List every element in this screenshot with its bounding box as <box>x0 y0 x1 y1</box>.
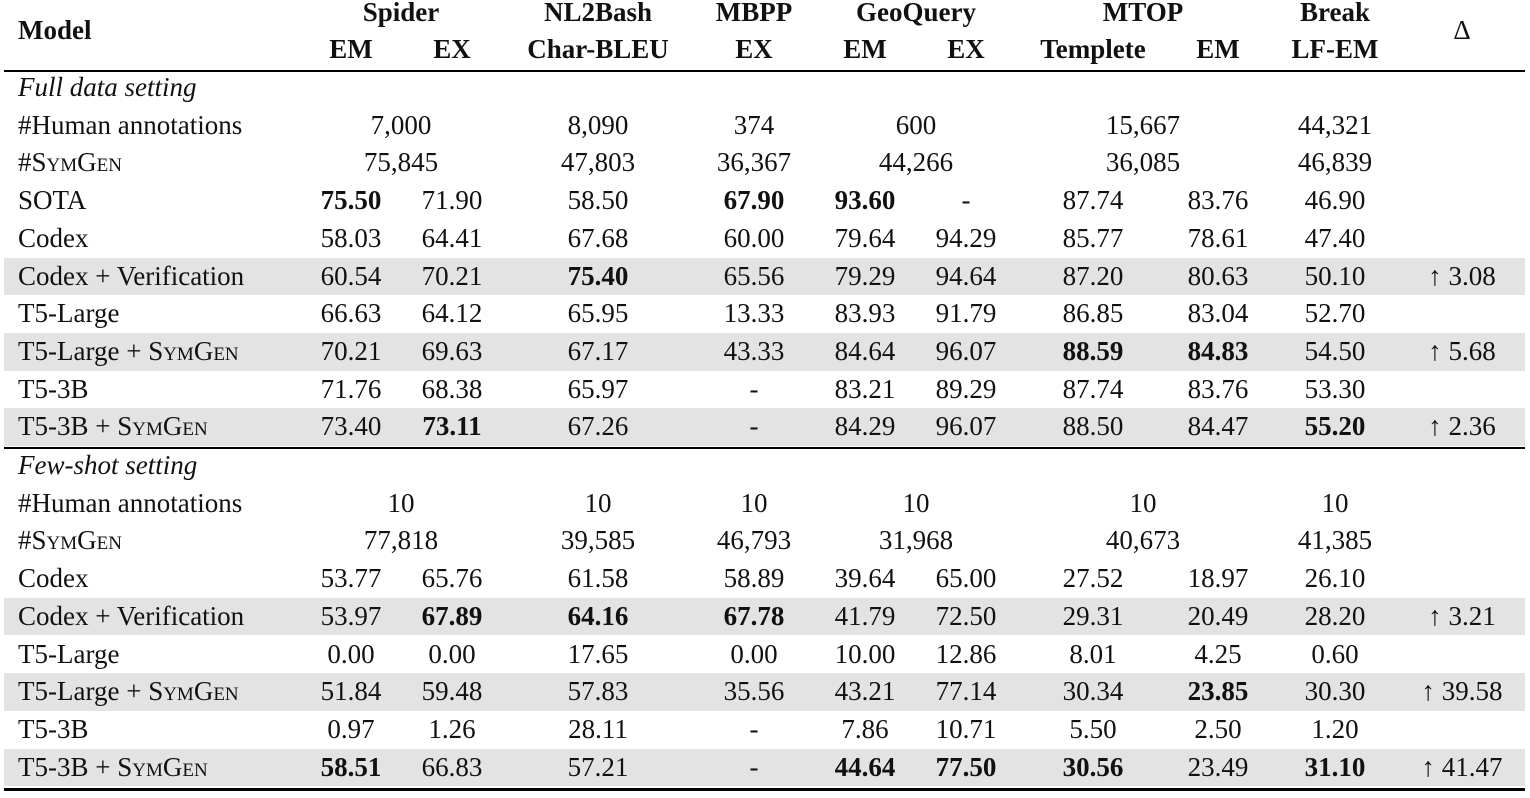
model-symgen: SymGen <box>148 335 239 366</box>
score-cell: 65.95 <box>567 298 629 329</box>
score-cell: 57.83 <box>567 676 629 707</box>
count-break: 41,385 <box>1297 525 1373 556</box>
count-geoquery: 600 <box>895 109 937 140</box>
score-cell: 10.00 <box>834 638 896 669</box>
score-cell: 86.85 <box>1062 298 1124 329</box>
table-row <box>0 220 1530 258</box>
score-cell: 58.03 <box>320 222 382 253</box>
row-label <box>18 144 122 182</box>
score-cell: 87.74 <box>1062 373 1124 404</box>
count-spider: 75,845 <box>363 147 439 178</box>
score-cell: 67.68 <box>567 222 629 253</box>
count-geoquery: 10 <box>902 487 930 518</box>
count-mtop: 10 <box>1129 487 1157 518</box>
score-cell: 29.31 <box>1062 600 1124 631</box>
header-group-break: Break <box>1299 0 1371 27</box>
score-cell: 65.76 <box>421 563 483 594</box>
score-cell: 50.10 <box>1304 260 1366 291</box>
header-metric-geoquery-em: EM <box>843 34 887 64</box>
score-cell: 94.29 <box>935 222 997 253</box>
score-cell: 43.33 <box>723 335 785 366</box>
score-cell: 64.41 <box>421 222 483 253</box>
header-metric-nl2bash-charbleu: Char-BLEU <box>527 34 669 64</box>
score-cell: 84.29 <box>834 411 896 442</box>
table-row <box>4 258 1525 296</box>
header-rule <box>4 70 1525 72</box>
score-cell: 67.17 <box>567 335 629 366</box>
model-symgen: SymGen <box>117 411 208 442</box>
score-cell: 57.21 <box>567 751 629 782</box>
label-symgen: SymGen <box>31 147 122 178</box>
score-cell: 1.26 <box>428 713 476 744</box>
score-cell: 83.76 <box>1187 373 1249 404</box>
row-label <box>18 522 122 560</box>
score-cell: 20.49 <box>1187 600 1249 631</box>
header-group-mtop: MTOP <box>1102 0 1184 27</box>
score-cell: 2.50 <box>1194 713 1242 744</box>
score-cell: 1.20 <box>1311 713 1359 744</box>
header-group-geoquery: GeoQuery <box>856 0 976 27</box>
count-spider: 7,000 <box>370 109 432 140</box>
row-label: #Human annotations <box>18 109 243 140</box>
count-row <box>0 522 1530 560</box>
score-cell: 77.14 <box>935 676 997 707</box>
score-cell: 69.63 <box>421 335 483 366</box>
score-cell: 61.58 <box>567 563 629 594</box>
score-cell: 73.11 <box>422 411 482 442</box>
model-name: T5-Large <box>18 638 120 669</box>
table-row <box>0 636 1530 674</box>
score-cell: 55.20 <box>1304 411 1366 442</box>
header-metric-spider-em: EM <box>329 34 373 64</box>
model-name <box>18 333 239 371</box>
count-mbpp: 46,793 <box>716 525 792 556</box>
score-cell: 91.79 <box>935 298 997 329</box>
count-geoquery: 31,968 <box>878 525 954 556</box>
score-cell: 87.20 <box>1062 260 1124 291</box>
label-prefix: # <box>18 147 32 178</box>
score-cell: 47.40 <box>1304 222 1366 253</box>
score-cell: 44.64 <box>834 751 896 782</box>
score-cell: 67.78 <box>723 600 785 631</box>
section-title: Full data setting <box>18 72 197 102</box>
score-cell: 89.29 <box>935 373 997 404</box>
score-cell: 39.64 <box>834 563 896 594</box>
score-cell: 58.89 <box>723 563 785 594</box>
label-prefix: # <box>18 525 32 556</box>
score-cell: 96.07 <box>935 335 997 366</box>
score-cell: - <box>749 713 759 744</box>
score-cell: 28.20 <box>1304 600 1366 631</box>
score-cell: 73.40 <box>320 411 382 442</box>
score-cell: 79.29 <box>834 260 896 291</box>
delta-value: ↑ 2.36 <box>1428 411 1496 442</box>
score-cell: 30.34 <box>1062 676 1124 707</box>
score-cell: 88.59 <box>1062 335 1124 366</box>
score-cell: 17.65 <box>567 638 629 669</box>
score-cell: 35.56 <box>723 676 785 707</box>
score-cell: 65.97 <box>567 373 629 404</box>
header-group-mbpp: MBPP <box>715 0 793 27</box>
header-metric-break-lfem: LF-EM <box>1291 34 1379 64</box>
score-cell: 53.77 <box>320 563 382 594</box>
score-cell: 4.25 <box>1194 638 1242 669</box>
score-cell: 43.21 <box>834 676 896 707</box>
score-cell: 83.76 <box>1187 185 1249 216</box>
model-name <box>18 408 208 446</box>
score-cell: 65.00 <box>935 563 997 594</box>
score-cell: 18.97 <box>1187 563 1249 594</box>
score-cell: 28.11 <box>568 713 628 744</box>
delta-value: ↑ 3.08 <box>1428 260 1496 291</box>
score-cell: 58.50 <box>567 185 629 216</box>
count-geoquery: 44,266 <box>878 147 954 178</box>
score-cell: 0.97 <box>327 713 375 744</box>
header-model: Model <box>18 15 92 45</box>
score-cell: 0.60 <box>1311 638 1359 669</box>
table-row <box>0 711 1530 749</box>
header-metric-spider-ex: EX <box>433 34 471 64</box>
table-row <box>4 408 1525 446</box>
score-cell: 78.61 <box>1187 222 1249 253</box>
count-break: 44,321 <box>1297 109 1373 140</box>
score-cell: 0.00 <box>730 638 778 669</box>
score-cell: 60.00 <box>723 222 785 253</box>
score-cell: 23.49 <box>1187 751 1249 782</box>
score-cell: 8.01 <box>1069 638 1117 669</box>
score-cell: 46.90 <box>1304 185 1366 216</box>
header-metric-mbpp-ex: EX <box>735 34 773 64</box>
score-cell: 84.47 <box>1187 411 1249 442</box>
score-cell: - <box>749 373 759 404</box>
model-prefix: T5-3B + <box>18 751 118 782</box>
score-cell: 70.21 <box>421 260 483 291</box>
model-symgen: SymGen <box>148 676 239 707</box>
model-name: T5-Large <box>18 298 120 329</box>
count-mbpp: 10 <box>740 487 768 518</box>
table-row <box>4 333 1525 371</box>
score-cell: 53.97 <box>320 600 382 631</box>
score-cell: 94.64 <box>935 260 997 291</box>
count-mbpp: 374 <box>733 109 775 140</box>
model-name: Codex <box>18 222 89 253</box>
score-cell: 7.86 <box>841 713 889 744</box>
delta-value: ↑ 39.58 <box>1421 676 1503 707</box>
section-title: Few-shot setting <box>18 450 198 480</box>
bottom-rule <box>4 788 1525 791</box>
model-name: T5-3B <box>18 373 89 404</box>
score-cell: 0.00 <box>428 638 476 669</box>
table-row <box>0 560 1530 598</box>
score-cell: 79.64 <box>834 222 896 253</box>
score-cell: 75.40 <box>567 260 629 291</box>
score-cell: 67.90 <box>723 185 785 216</box>
label-symgen: SymGen <box>31 525 122 556</box>
score-cell: 23.85 <box>1187 676 1249 707</box>
score-cell: 84.64 <box>834 335 896 366</box>
score-cell: 83.04 <box>1187 298 1249 329</box>
count-mbpp: 36,367 <box>716 147 792 178</box>
score-cell: 83.21 <box>834 373 896 404</box>
score-cell: 31.10 <box>1304 751 1366 782</box>
score-cell: 51.84 <box>320 676 382 707</box>
score-cell: 70.21 <box>320 335 382 366</box>
header-metric-mtop-templete: Templete <box>1040 34 1146 64</box>
count-break: 10 <box>1321 487 1349 518</box>
model-name: Codex <box>18 563 89 594</box>
count-mtop: 36,085 <box>1105 147 1181 178</box>
score-cell: 71.90 <box>421 185 483 216</box>
model-name: Codex + Verification <box>18 600 245 631</box>
table-row <box>0 371 1530 409</box>
score-cell: 13.33 <box>723 298 785 329</box>
score-cell: 26.10 <box>1304 563 1366 594</box>
header-group-spider: Spider <box>362 0 440 27</box>
score-cell: 0.00 <box>327 638 375 669</box>
delta-value: ↑ 5.68 <box>1428 335 1496 366</box>
count-nl2bash: 47,803 <box>560 147 636 178</box>
table-row <box>0 182 1530 220</box>
count-nl2bash: 8,090 <box>567 109 629 140</box>
model-name: SOTA <box>18 185 87 216</box>
score-cell: - <box>749 411 759 442</box>
score-cell: 93.60 <box>834 185 896 216</box>
score-cell: 96.07 <box>935 411 997 442</box>
score-cell: 53.30 <box>1304 373 1366 404</box>
row-label: #Human annotations <box>18 487 243 518</box>
count-nl2bash: 10 <box>584 487 612 518</box>
score-cell: 66.63 <box>320 298 382 329</box>
score-cell: 54.50 <box>1304 335 1366 366</box>
header-group-nl2bash: NL2Bash <box>543 0 653 27</box>
model-prefix: T5-Large + <box>18 676 149 707</box>
count-mtop: 40,673 <box>1105 525 1181 556</box>
score-cell: 30.30 <box>1304 676 1366 707</box>
model-name <box>18 673 239 711</box>
table-row <box>0 295 1530 333</box>
count-row <box>0 107 1530 145</box>
score-cell: 27.52 <box>1062 563 1124 594</box>
score-cell: 72.50 <box>935 600 997 631</box>
score-cell: - <box>961 185 971 216</box>
count-row <box>0 485 1530 523</box>
score-cell: 30.56 <box>1062 751 1124 782</box>
score-cell: 67.89 <box>421 600 483 631</box>
count-row <box>0 144 1530 182</box>
score-cell: 67.26 <box>567 411 629 442</box>
table-row <box>4 673 1525 711</box>
count-break: 46,839 <box>1297 147 1373 178</box>
score-cell: 75.50 <box>320 185 382 216</box>
header-metric-mtop-em: EM <box>1196 34 1240 64</box>
score-cell: 77.50 <box>935 751 997 782</box>
score-cell: 12.86 <box>935 638 997 669</box>
score-cell: 88.50 <box>1062 411 1124 442</box>
model-name: T5-3B <box>18 713 89 744</box>
score-cell: 5.50 <box>1069 713 1117 744</box>
score-cell: 10.71 <box>935 713 997 744</box>
model-name <box>18 749 208 787</box>
section-divider-rule <box>4 447 1525 449</box>
model-name: Codex + Verification <box>18 260 245 291</box>
delta-value: ↑ 41.47 <box>1421 751 1503 782</box>
count-spider: 10 <box>387 487 415 518</box>
table-row <box>4 598 1525 636</box>
table-row <box>4 749 1525 787</box>
score-cell: 64.12 <box>421 298 483 329</box>
count-spider: 77,818 <box>363 525 439 556</box>
model-prefix: T5-3B + <box>18 411 118 442</box>
count-nl2bash: 39,585 <box>560 525 636 556</box>
score-cell: 60.54 <box>320 260 382 291</box>
score-cell: 65.56 <box>723 260 785 291</box>
score-cell: 87.74 <box>1062 185 1124 216</box>
score-cell: 68.38 <box>421 373 483 404</box>
score-cell: 85.77 <box>1062 222 1124 253</box>
score-cell: 52.70 <box>1304 298 1366 329</box>
score-cell: 80.63 <box>1187 260 1249 291</box>
score-cell: 66.83 <box>421 751 483 782</box>
delta-value: ↑ 3.21 <box>1428 600 1496 631</box>
header-delta: Δ <box>1453 15 1471 45</box>
score-cell: 58.51 <box>320 751 382 782</box>
score-cell: - <box>749 751 759 782</box>
score-cell: 71.76 <box>320 373 382 404</box>
score-cell: 59.48 <box>421 676 483 707</box>
score-cell: 41.79 <box>834 600 896 631</box>
score-cell: 64.16 <box>567 600 629 631</box>
model-symgen: SymGen <box>117 751 208 782</box>
model-prefix: T5-Large + <box>18 335 149 366</box>
score-cell: 83.93 <box>834 298 896 329</box>
score-cell: 84.83 <box>1187 335 1249 366</box>
count-mtop: 15,667 <box>1105 109 1181 140</box>
header-metric-geoquery-ex: EX <box>947 34 985 64</box>
